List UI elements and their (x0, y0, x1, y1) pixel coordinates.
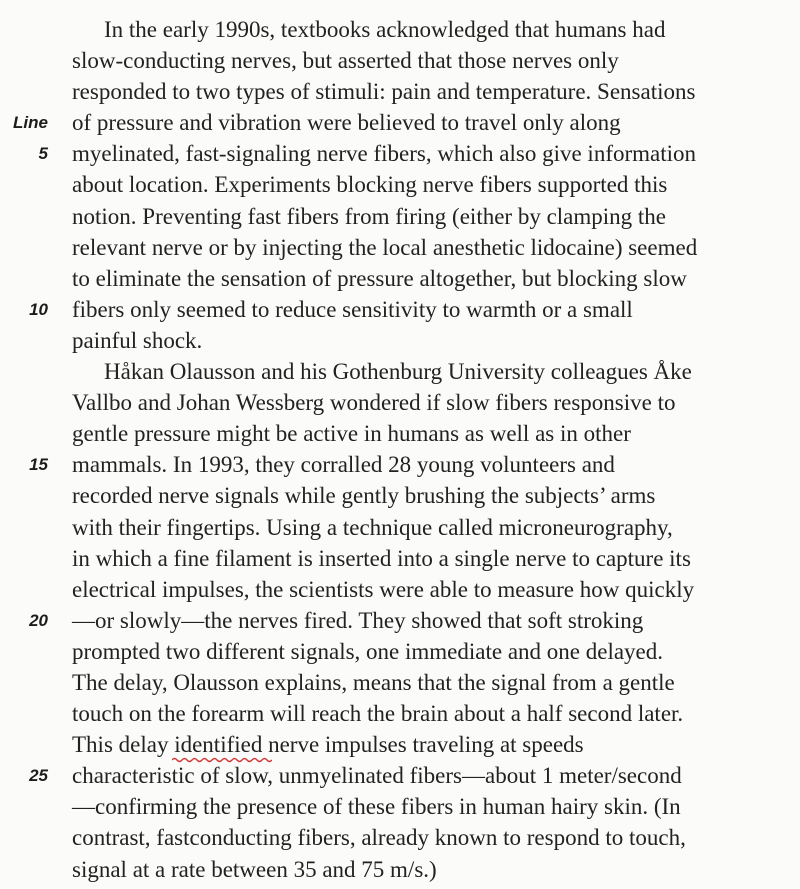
line-number: 5 (38, 144, 48, 164)
line-number: 10 (29, 299, 48, 319)
passage-line (0, 45, 800, 76)
passage-line (0, 418, 800, 449)
passage-line-text: responded to two types of stimuli: pain and temperature. Sensations (72, 79, 696, 105)
passage-line (0, 605, 800, 636)
passage-line-text: relevant nerve or by injecting the local anesthetic lidocaine) seemed (72, 234, 698, 260)
passage-line (0, 138, 800, 169)
passage-line-text: Vallbo and Johan Wessberg wondered if slow fibers responsive to (72, 390, 676, 416)
passage-line-text: with their fingertips. Using a technique called microneurography, (72, 514, 673, 540)
passage-line (0, 263, 800, 294)
passage-line (0, 698, 800, 729)
passage-line-text: characteristic of slow, unmyelinated fibers—about 1 meter/second (72, 763, 682, 789)
passage-line (0, 294, 800, 325)
line-text-before-highlight: This delay (72, 732, 175, 758)
passage-line-text: electrical impulses, the scientists were able to measure how quickly (72, 576, 695, 602)
passage-line-text: slow-conducting nerves, but asserted that those nerves only (72, 48, 619, 74)
passage-line-text: mammals. In 1993, they corralled 28 young volunteers and (72, 452, 615, 478)
passage-line-text (72, 729, 584, 760)
passage-line-text: about location. Experiments blocking nerve fibers supported this (72, 172, 668, 198)
passage-line-text: myelinated, fast-signaling nerve fibers, which also give information (72, 141, 697, 167)
passage-line-text: notion. Preventing fast fibers from firing (either by clamping the (72, 203, 667, 229)
passage-line (0, 480, 800, 511)
passage-line-text: In the early 1990s, textbooks acknowledged that humans had (104, 17, 666, 42)
passage-line-text: The delay, Olausson explains, means that the signal from a gentle (72, 669, 675, 695)
passage-line (0, 729, 800, 760)
passage-line-text: prompted two different signals, one immediate and one delayed. (72, 638, 664, 664)
passage-line (0, 636, 800, 667)
passage-line (0, 822, 800, 853)
passage-line-text: —or slowly—the nerves fired. They showed that soft stroking (72, 607, 644, 633)
passage-line (0, 449, 800, 480)
reading-passage (0, 14, 800, 885)
passage-line-text: gentle pressure might be active in humans as well as in other (72, 421, 631, 447)
passage-line-text: in which a fine filament is inserted into a single nerve to capture its (72, 545, 691, 571)
passage-line (0, 543, 800, 574)
passage-line (0, 107, 800, 138)
passage-line-text: fibers only seemed to reduce sensitivity to warmth or a small (72, 296, 633, 322)
passage-line (0, 76, 800, 107)
passage-line (0, 574, 800, 605)
line-number: 15 (29, 455, 48, 475)
passage-line-text: to eliminate the sensation of pressure altogether, but blocking slow (72, 265, 687, 291)
passage-line (0, 325, 800, 356)
passage-line (0, 14, 800, 45)
passage-line (0, 232, 800, 263)
highlighted-word-text: identified (174, 732, 263, 758)
line-number: 25 (29, 766, 48, 786)
passage-line (0, 387, 800, 418)
passage-line-text: touch on the forearm will reach the brain about a half second later. (72, 701, 684, 727)
passage-line-text: contrast, fastconducting fibers, already known to respond to touch, (72, 825, 686, 851)
passage-line (0, 356, 800, 387)
passage-line (0, 791, 800, 822)
line-number: 20 (29, 610, 48, 630)
highlighted-word[interactable] (174, 732, 262, 757)
passage-line (0, 760, 800, 791)
passage-line-text: painful shock. (72, 327, 203, 353)
passage-line-text: recorded nerve signals while gently brushing the subjects’ arms (72, 483, 656, 509)
line-text-after-highlight: nerve impulses traveling at speeds (262, 732, 584, 758)
line-number: Line (13, 113, 48, 133)
passage-line-text: —confirming the presence of these fibers in human hairy skin. (In (72, 794, 681, 820)
passage-line (0, 512, 800, 543)
passage-line-text: Håkan Olausson and his Gothenburg University colleagues Åke (104, 359, 692, 385)
passage-line (0, 169, 800, 200)
passage-line-text: of pressure and vibration were believed to travel only along (72, 110, 621, 136)
passage-line (0, 667, 800, 698)
passage-line-text: signal at a rate between 35 and 75 m/s.) (72, 856, 437, 882)
passage-line (0, 854, 800, 885)
passage-line (0, 201, 800, 232)
